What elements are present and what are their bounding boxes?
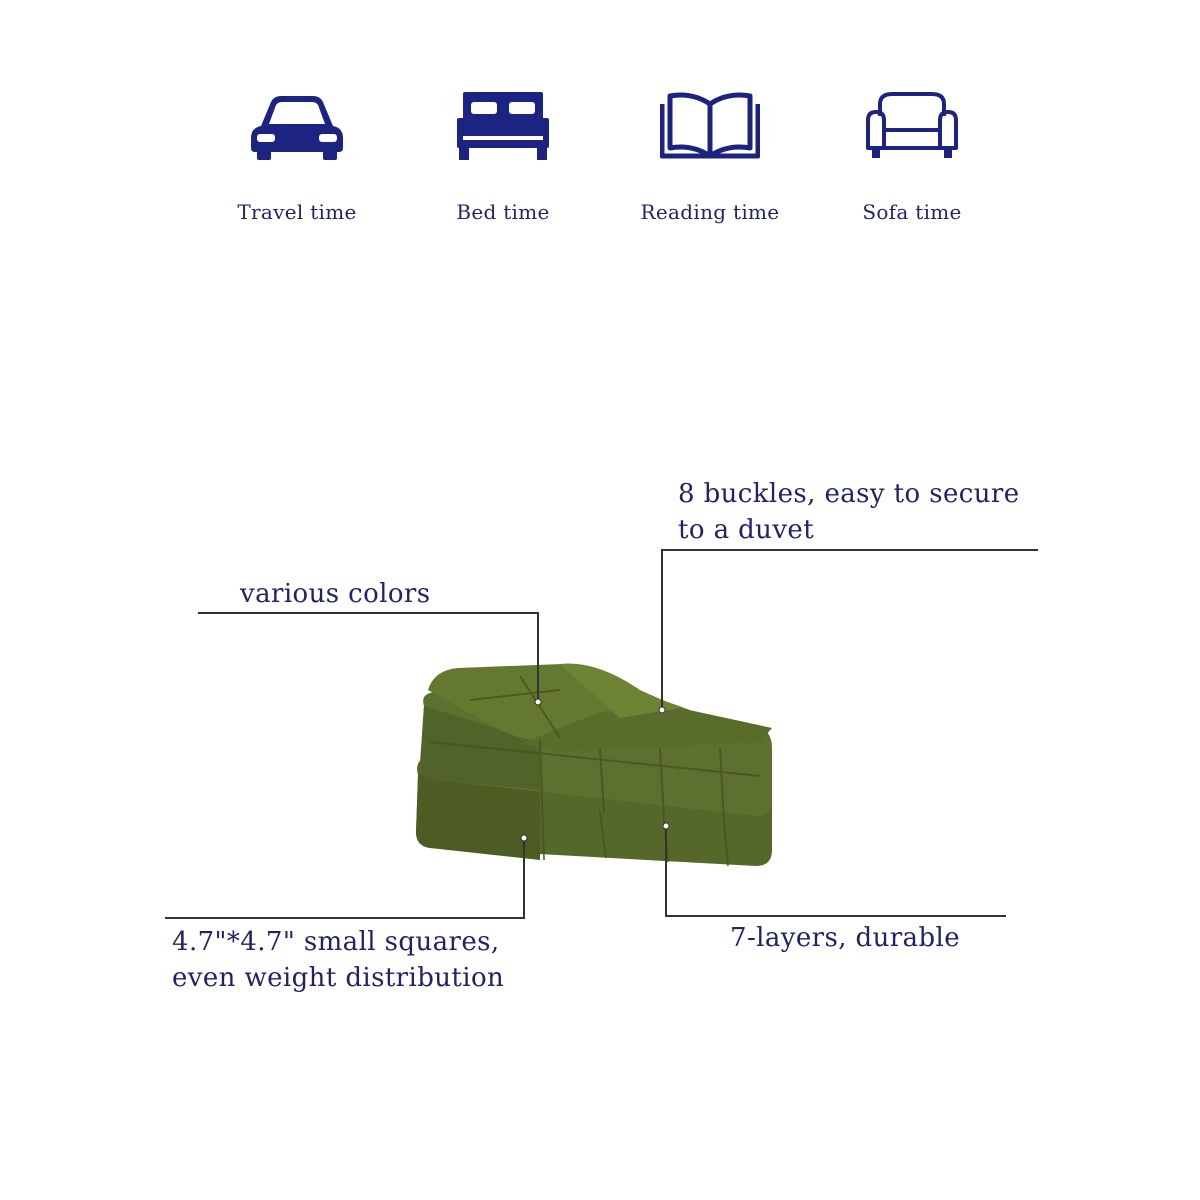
leader-dot-colors [535,699,541,705]
use-case-label: Bed time [456,200,550,224]
callout-buckles [678,476,1020,548]
callout-colors [240,576,431,612]
use-case-label: Sofa time [862,200,962,224]
callout-line: 4.7"*4.7" small squares, [172,927,500,957]
leader-line-buckles [662,550,1038,708]
leader-dot-layers [663,823,669,829]
callout-line: 7-layers, durable [730,923,960,953]
callout-layers [730,920,960,956]
callout-line: various colors [240,579,431,609]
folded-blanket [416,664,772,866]
use-case-label: Travel time [237,200,357,224]
callout-line: 8 buckles, easy to secure [678,479,1020,509]
callout-line: to a duvet [678,515,815,545]
leader-dot-squares [521,835,527,841]
leader-dot-buckles [659,707,665,713]
use-case-label: Reading time [640,200,780,224]
callout-line: even weight distribution [172,963,505,993]
callout-squares [172,924,504,996]
